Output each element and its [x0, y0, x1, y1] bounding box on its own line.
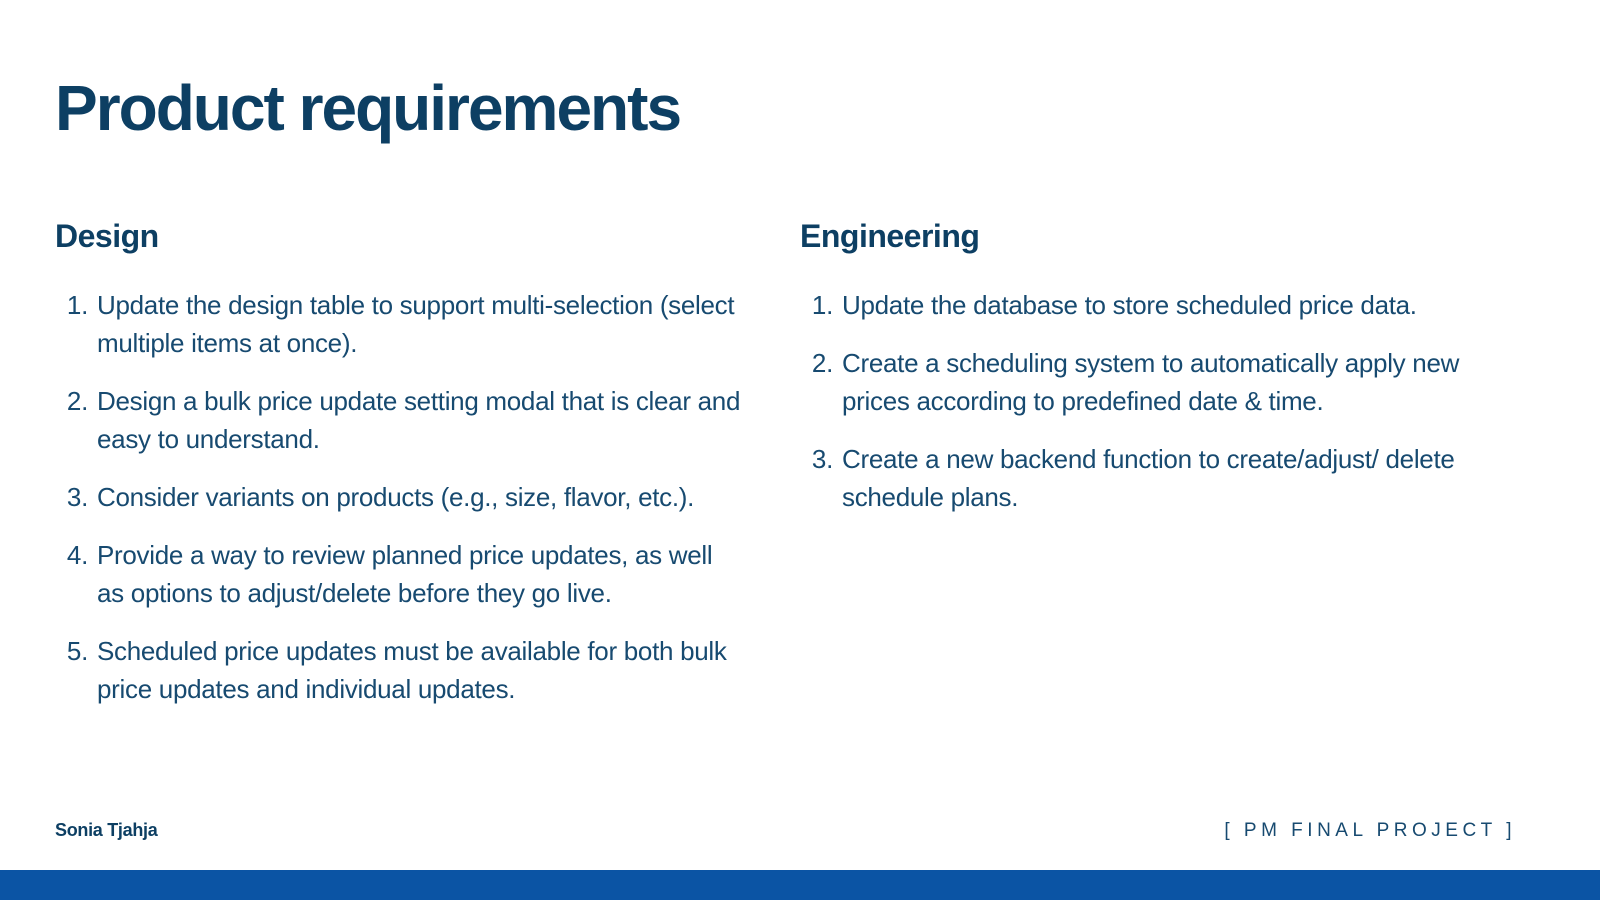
list-item-number: 2.	[811, 348, 833, 378]
slide-title: Product requirements	[55, 72, 681, 144]
list-item-text: Consider variants on products (e.g., size, flavor, etc.).	[97, 482, 695, 512]
list-item-text: Design a bulk price update setting modal that is clear and easy to understand.	[97, 386, 741, 454]
design-column	[55, 216, 745, 728]
list-item-text: Update the design table to support multi-selection (select multiple items at once).	[97, 290, 735, 358]
list-item-text: Provide a way to review planned price updates, as well as options to adjust/delete before they go live.	[97, 540, 713, 608]
list-item-text: Create a scheduling system to automatically apply new prices according to predefined date & time.	[842, 348, 1460, 416]
list-item-text: Update the database to store scheduled price data.	[842, 290, 1417, 320]
list-item-number: 3.	[811, 444, 833, 474]
list-item	[55, 286, 745, 362]
list-item-number: 1.	[66, 290, 88, 320]
engineering-heading: Engineering	[800, 218, 980, 254]
design-requirements-list	[55, 286, 745, 708]
footer-author: Sonia Tjahja	[55, 820, 158, 840]
list-item	[55, 382, 745, 458]
list-item-number: 2.	[66, 386, 88, 416]
list-item	[800, 344, 1500, 420]
list-item	[55, 478, 745, 516]
engineering-column	[800, 216, 1500, 536]
list-item-number: 1.	[811, 290, 833, 320]
list-item	[55, 632, 745, 708]
engineering-requirements-list	[800, 286, 1500, 516]
list-item	[800, 286, 1500, 324]
bottom-accent-bar	[0, 870, 1600, 900]
design-heading: Design	[55, 218, 159, 254]
list-item	[800, 440, 1500, 516]
list-item-number: 3.	[66, 482, 88, 512]
list-item-text: Scheduled price updates must be available for both bulk price updates and individual updates.	[97, 636, 727, 704]
list-item	[55, 536, 745, 612]
footer-project-label: [ PM FINAL PROJECT ]	[1224, 820, 1516, 841]
list-item-text: Create a new backend function to create/adjust/ delete schedule plans.	[842, 444, 1455, 512]
list-item-number: 4.	[66, 540, 88, 570]
list-item-number: 5.	[66, 636, 88, 666]
